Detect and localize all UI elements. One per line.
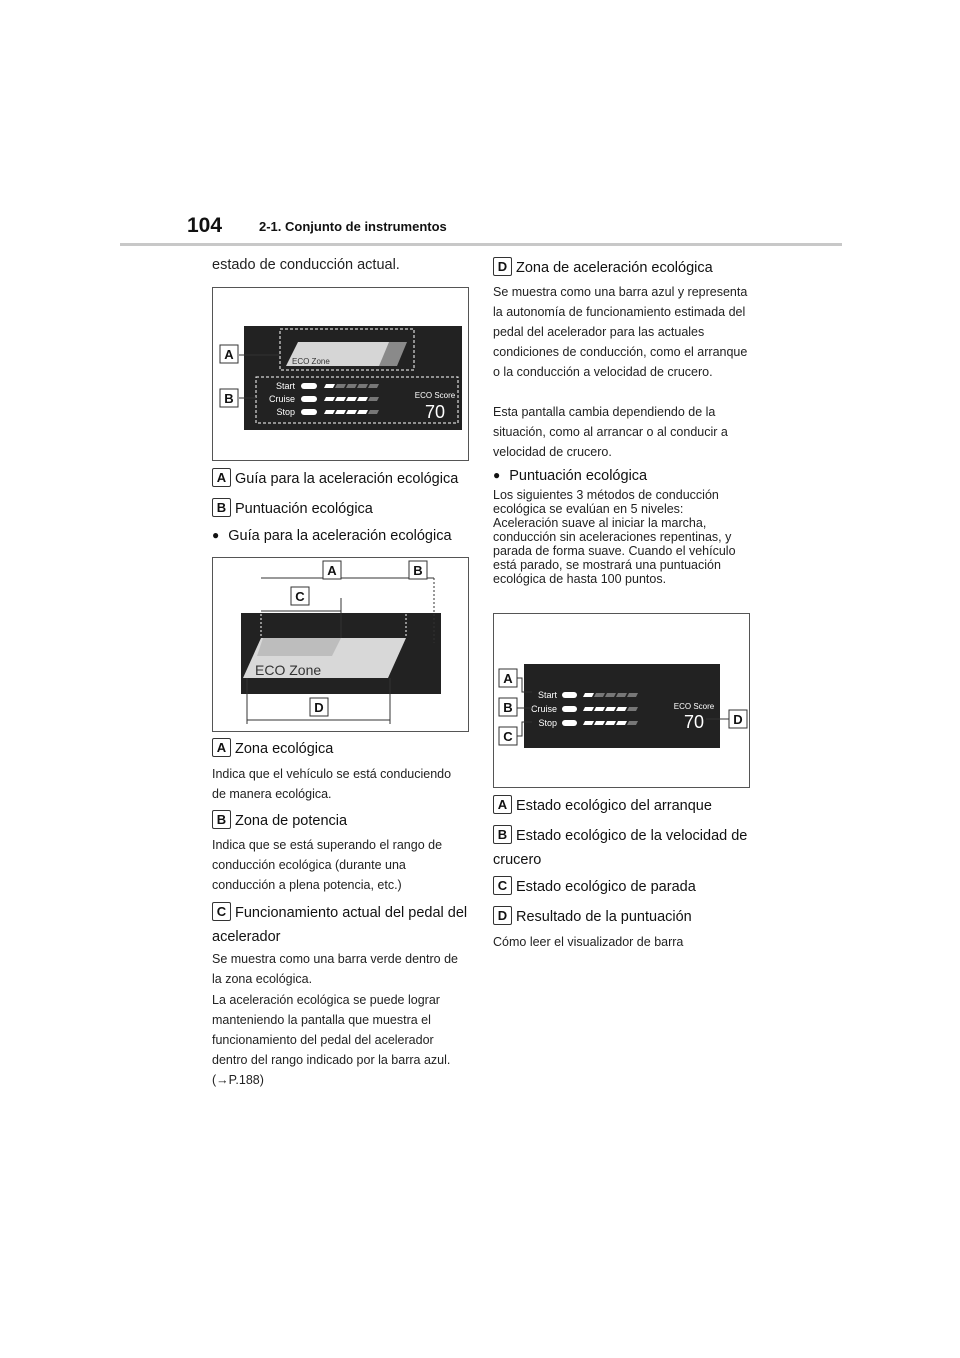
page-reference: (→P.188): [212, 1073, 264, 1087]
score-item-a: A Estado ecológico del arranque: [493, 794, 712, 818]
label-b-2: B: [413, 563, 423, 578]
badge-a: A: [212, 468, 231, 487]
eco-score-label-2: ECO Score: [673, 702, 715, 711]
bullet-eco-score: ● Puntuación ecológica: [493, 463, 647, 488]
zone-a-text: Indica que el vehículo se está conduciendo de manera ecológica.: [212, 767, 452, 801]
label-b-3: B: [503, 700, 513, 715]
page-number: 104: [187, 214, 223, 237]
header-rule: [120, 243, 842, 246]
car-icons: [301, 383, 317, 415]
label-a-2: A: [327, 563, 337, 578]
badge-b: B: [212, 498, 231, 517]
legend-item-b: B Puntuación ecológica: [212, 497, 373, 521]
zone-c-text1: Se muestra como una barra verde dentro de la zona ecológica.: [212, 952, 458, 986]
zone-c-text2: La aceleración ecológica se puede lograr manteniendo la pantalla que muestra el funcionamiento del pedal del acelerador dentro del rango indicado por la barra azul.: [212, 993, 451, 1067]
score-item-d: D Resultado de la puntuación: [493, 905, 692, 929]
label-c: C: [295, 589, 305, 604]
zone-a-heading: A Zona ecológica: [212, 737, 333, 761]
intro-text: estado de conducción actual.: [212, 257, 400, 273]
legend-item-a: A Guía para la aceleración ecológica: [212, 467, 458, 491]
label-d: D: [314, 700, 324, 715]
eco-score-figure: [493, 613, 750, 788]
cruise-label: Cruise: [268, 394, 295, 404]
section-title: 2-1. Conjunto de instrumentos: [259, 219, 447, 234]
zone-b-text: Indica que se está superando el rango de conducción ecológica (durante una conducción a plena potencia, etc.): [212, 838, 443, 892]
zone-d-text2: Esta pantalla cambia dependiendo de la situación, como al arrancar o al conducir a velocidad de crucero.: [493, 405, 728, 459]
zone-d-text1: Se muestra como una barra azul y representa la autonomía de funcionamiento estimada del pedal del acelerador para las actuales condiciones de conducción, como el arranque o la conducción a velocidad de crucero.: [493, 285, 748, 379]
score-item-c: C Estado ecológico de parada: [493, 875, 696, 899]
eco-zone-label: ECO Zone: [292, 357, 330, 366]
eco-zone-caption: ECO Zone: [255, 662, 322, 678]
pedal-indicator-bar: [257, 638, 341, 656]
start-label: Start: [275, 381, 295, 391]
stop-label-2: Stop: [538, 718, 557, 728]
bullet-eco-guide: ● Guía para la aceleración ecológica: [212, 523, 452, 548]
label-a-3: A: [503, 671, 513, 686]
eco-zone-figure: [212, 557, 469, 732]
start-label-2: Start: [537, 690, 557, 700]
bar-display-text: Cómo leer el visualizador de barra: [493, 935, 684, 949]
stop-label: Stop: [276, 407, 295, 417]
label-a: A: [224, 347, 234, 362]
eco-score-value-2: 70: [683, 712, 705, 732]
label-c-3: C: [503, 729, 513, 744]
eco-display-figure: [212, 287, 469, 461]
label-b: B: [224, 391, 234, 406]
cruise-label-2: Cruise: [530, 704, 557, 714]
eco-score-description: Los siguientes 3 métodos de conducción ecológica se evalúan en 5 niveles: Aceleración suave al iniciar la marcha, conducción sin aceleraciones repentinas, y parada de forma suave. Cuando el vehículo está parado, se mostrará una puntuación ecológica de hasta 100 puntos.: [493, 488, 736, 586]
zone-d-heading: D Zona de aceleración ecológica: [493, 256, 713, 280]
zone-b-heading: B Zona de potencia: [212, 809, 347, 833]
eco-score-value: 70: [424, 402, 446, 422]
label-d-3: D: [733, 712, 743, 727]
zone-c-heading: C Funcionamiento actual del pedal del acelerador: [212, 904, 468, 945]
eco-score-label: ECO Score: [414, 391, 456, 400]
score-item-b: B Estado ecológico de la velocidad de crucero: [493, 827, 748, 868]
car-icons-2: [562, 692, 577, 726]
